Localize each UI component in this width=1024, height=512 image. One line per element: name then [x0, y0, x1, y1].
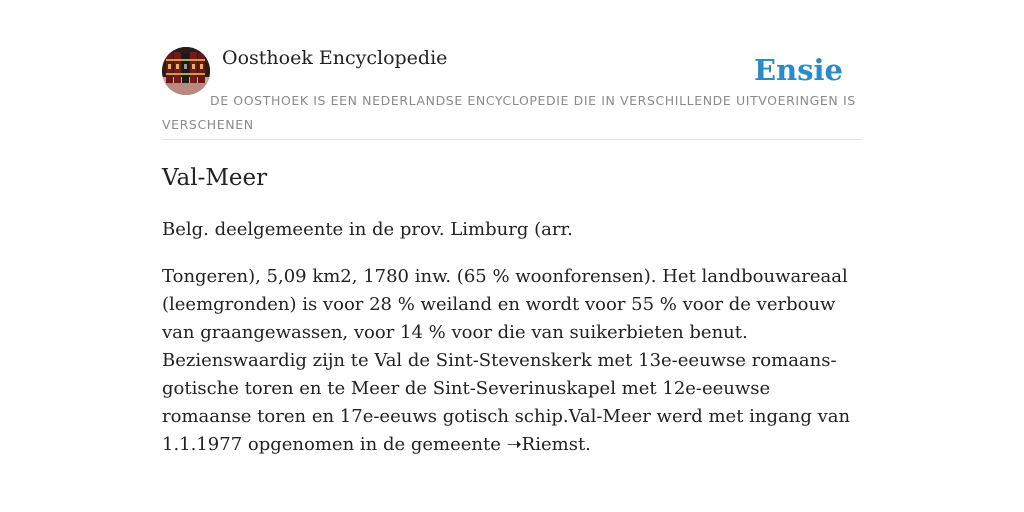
article-paragraph-text: Tongeren), 5,09 km2, 1780 inw. (65 % woonforensen). Het landbouwareaal (leemgronden) is voor 28 % weiland en wordt voor 55 % voor de verbouw van graangewassen, voor 14 % voor die van suikerbieten benut. Bezienswaardig zijn te Val de Sint-Stevenskerk met 13e-eeuwse romaans-gotische toren en te Meer de Sint-Severinuskapel met 12e-eeuwse romaanse toren en 17e-eeuws gotisch schip.Val-Meer werd met ingang van 1.1.1977 opgenomen in de gemeente — [162, 266, 851, 455]
cross-reference-link[interactable]: ➝Riemst. — [506, 434, 591, 455]
encyclopedia-books-icon[interactable] — [162, 47, 210, 95]
article-title: Val-Meer — [162, 165, 268, 191]
brand-logo[interactable]: Ensie — [754, 53, 843, 87]
article-paragraph: Belg. deelgemeente in de prov. Limburg (arr. — [162, 219, 573, 240]
article-paragraph — [162, 263, 852, 459]
site-name[interactable]: Oosthoek Encyclopedie — [222, 47, 448, 69]
site-header — [162, 46, 862, 140]
article — [162, 162, 852, 459]
site-description: DE OOSTHOEK IS EEN NEDERLANDSE ENCYCLOPEDIE DIE IN VERSCHILLENDE UITVOERINGEN IS VERSCHENEN — [162, 93, 856, 132]
